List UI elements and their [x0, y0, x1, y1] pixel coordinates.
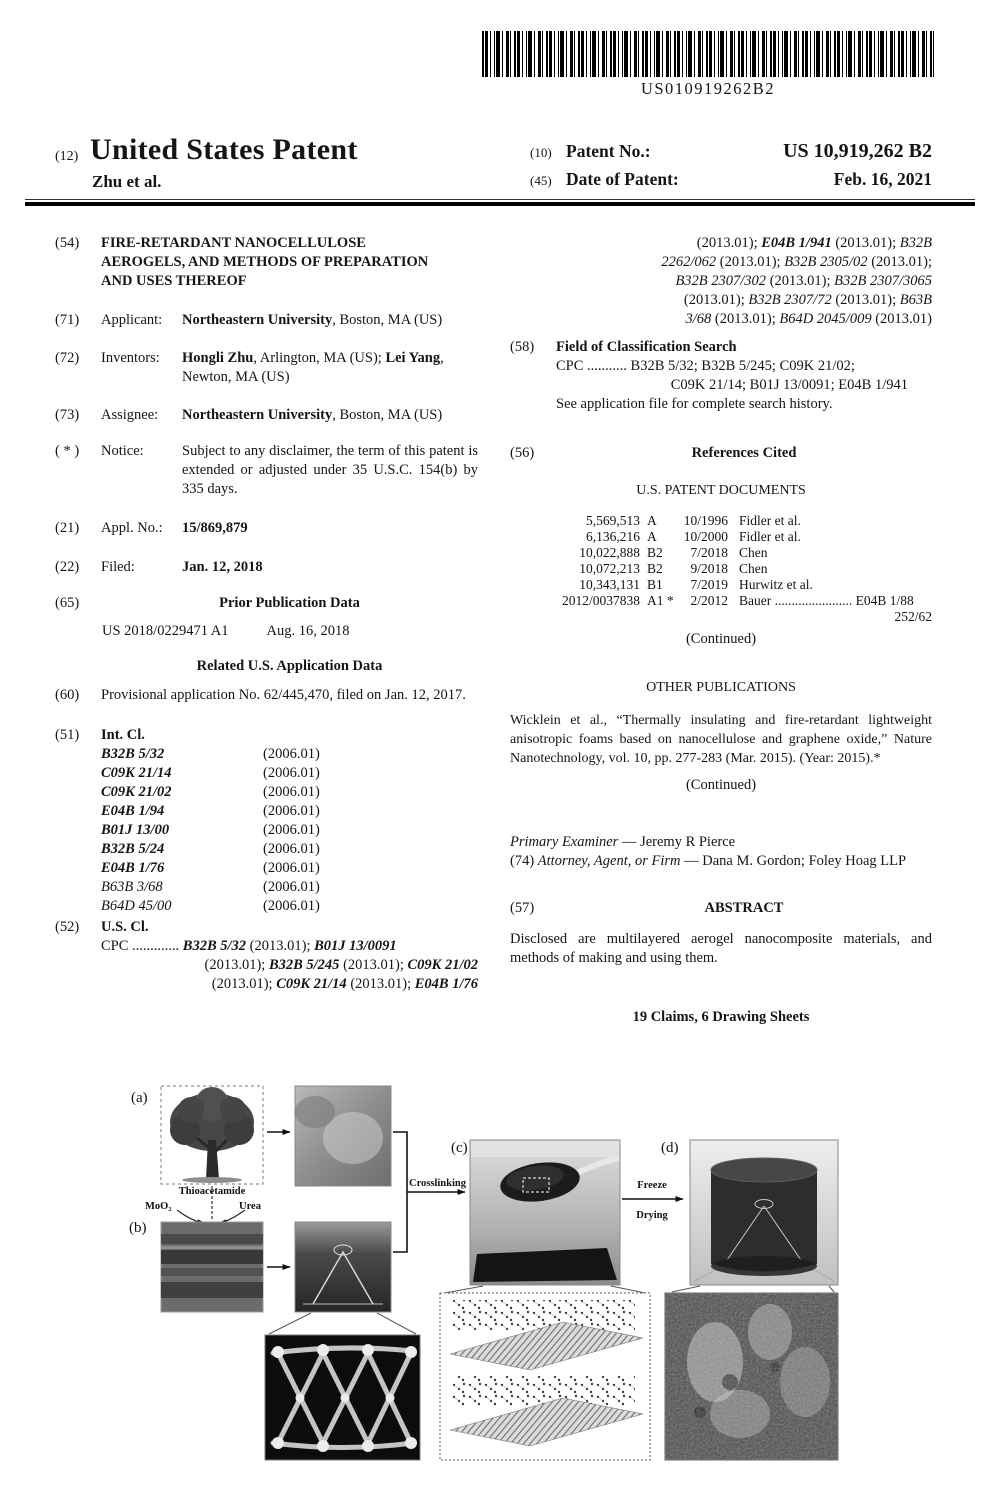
reference-row: 10,022,888 B2 7/2018 Chen: [579, 545, 768, 560]
search-cpc-line: CPC ........... B32B 5/32; B32B 5/245; C09K 21/02;: [556, 358, 855, 374]
reference-row: 5,569,513 A 10/1996 Fidler et al.: [586, 513, 801, 528]
invention-title: FIRE-RETARDANT NANOCELLULOSE AEROGELS, AND METHODS OF PREPARATION AND USES THEREOF: [101, 235, 429, 289]
int-cl-entry: B32B 5/24 (2006.01): [101, 841, 320, 857]
right-column: [510, 228, 932, 1027]
appl-no-label: Appl. No.:: [101, 520, 163, 536]
provisional-text: Provisional application No. 62/445,470, filed on Jan. 12, 2017.: [101, 687, 466, 703]
field-56-number: (56): [510, 445, 535, 461]
cpc-line: CPC ............. B32B 5/32 (2013.01); B01J 13/0091: [101, 938, 397, 954]
cpc-line: (2013.01); E04B 1/941 (2013.01); B32B: [696, 235, 932, 251]
int-cl-entry: B64D 45/00 (2006.01): [101, 898, 320, 914]
field-73-number: (73): [55, 407, 80, 423]
prior-pub-date: Aug. 16, 2018: [266, 623, 350, 639]
field-45-number: (45): [530, 173, 552, 188]
applicant-label: Applicant:: [101, 312, 163, 328]
notice-label: Notice:: [101, 443, 144, 459]
other-publications-text: Wicklein et al., “Thermally insulating and fire-retardant lightweight anisotropic foams based on nanocellulose and graphene oxide,” Nature Nanotechnology, vol. 10, pp. 277-283 (Mar. 2015). (Year: 2015).*: [510, 713, 932, 766]
gel-spoon-photo: [470, 1140, 620, 1285]
patent-number-value: US 10,919,262 B2: [783, 140, 932, 162]
page-title: United States Patent: [90, 133, 358, 166]
int-cl-entry: C09K 21/02 (2006.01): [101, 784, 320, 800]
cpc-line: (2013.01); B32B 5/245 (2013.01); C09K 21/02: [204, 957, 478, 973]
abstract-figure: [115, 1082, 895, 1472]
publications-continued: (Continued): [685, 777, 757, 793]
barcode-number: US010919262B2: [640, 79, 776, 98]
section-54-title: [55, 234, 478, 291]
reference-row: 10,343,131 B1 7/2019 Hurwitz et al.: [579, 577, 813, 592]
field-57-number: (57): [510, 900, 535, 916]
patent-number-label: Patent No.:: [566, 141, 651, 161]
reference-row: 6,136,216 A 10/2000 Fidler et al.: [586, 529, 801, 544]
field-22-number: (22): [55, 559, 80, 575]
field-72-number: (72): [55, 350, 80, 366]
section-71-applicant: [55, 311, 478, 330]
reference-row: 10,072,213 B2 9/2018 Chen: [579, 561, 768, 576]
references-table: [536, 513, 932, 609]
section-60-provisional: [55, 686, 478, 705]
tree-illustration: [161, 1086, 263, 1184]
section-56-references: [510, 444, 932, 463]
layered-film-photo: [161, 1222, 263, 1312]
panel-a-label: (a): [131, 1090, 148, 1106]
section-58-field-of-search: [510, 338, 932, 414]
notice-asterisk: ( * ): [55, 443, 80, 459]
moo2-label: MoO₂: [145, 1201, 172, 1212]
prior-pub-line: [101, 622, 478, 641]
int-cl-entry: E04B 1/94 (2006.01): [101, 803, 320, 819]
appl-no-value: 15/869,879: [182, 520, 248, 536]
abstract-heading: ABSTRACT: [704, 900, 784, 916]
panel-b-label: (b): [129, 1220, 147, 1236]
section-52-us-cl: [55, 918, 478, 994]
field-51-number: (51): [55, 727, 80, 743]
assignee-label: Assignee:: [101, 407, 159, 423]
claims-line: 19 Claims, 6 Drawing Sheets: [632, 1009, 810, 1025]
section-notice: [55, 442, 478, 499]
pulp-photo: [295, 1086, 391, 1186]
patent-date-label: Date of Patent:: [566, 169, 679, 189]
reference-row: 2012/0037838 A1 * 2/2012 Bauer ....................... E04B 1/88: [561, 593, 914, 608]
field-58-number: (58): [510, 339, 535, 355]
field-21-number: (21): [55, 520, 80, 536]
section-57-abstract: [510, 899, 932, 918]
int-cl-entry: B01J 13/00 (2006.01): [101, 822, 320, 838]
sem-micrograph-panel: [665, 1293, 838, 1460]
inventors-label: Inventors:: [101, 350, 160, 366]
field-54-number: (54): [55, 235, 80, 251]
cpc-line: (2013.01); C09K 21/14 (2013.01); E04B 1/76: [211, 976, 478, 992]
section-22-filed: [55, 558, 478, 577]
int-cl-entry: C09K 21/14 (2006.01): [101, 765, 320, 781]
field-52-number: (52): [55, 919, 80, 935]
section-72-inventors: [55, 349, 478, 387]
crosslinking-label: Crosslinking: [409, 1178, 466, 1189]
references-continued: (Continued): [685, 631, 757, 647]
references-heading: References Cited: [691, 445, 797, 461]
int-cl-entry: E04B 1/76 (2006.01): [101, 860, 320, 876]
section-65-prior-pub: [55, 594, 478, 641]
aerogel-cylinder-photo: [690, 1140, 838, 1285]
suspension-photo: [295, 1222, 391, 1312]
abstract-text: Disclosed are multilayered aerogel nanocomposite materials, and methods of making and using them.: [510, 931, 932, 966]
assignee-value: Northeastern University, Boston, MA (US): [182, 407, 443, 423]
us-patent-documents-heading: U.S. PATENT DOCUMENTS: [636, 483, 806, 498]
field-of-search-heading: Field of Classification Search: [556, 339, 737, 355]
cpc-line: 2262/062 (2013.01); B32B 2305/02 (2013.01);: [661, 254, 932, 270]
drying-label: Drying: [636, 1210, 668, 1221]
field-71-number: (71): [55, 312, 80, 328]
prior-pub-heading: Prior Publication Data: [219, 595, 360, 611]
int-cl-entry: B63B 3/68 (2006.01): [101, 879, 320, 895]
reference-class-overflow: 252/62: [894, 609, 932, 624]
primary-examiner-line: Primary Examiner — Jeremy R Pierce: [510, 834, 736, 850]
cpc-continuation: [510, 234, 932, 329]
patent-date-row: [530, 169, 932, 190]
applicant-value: Northeastern University, Boston, MA (US): [182, 312, 443, 328]
layered-sheets-sketch-panel: [440, 1293, 650, 1460]
notice-text: Subject to any disclaimer, the term of this patent is extended or adjusted under 35 U.S.C. 154(b) by 335 days.: [182, 443, 478, 497]
prior-pub-number: US 2018/0229471 A1: [102, 623, 229, 639]
left-column: [55, 228, 478, 994]
int-cl-heading: Int. Cl.: [101, 727, 145, 743]
related-data-heading: Related U.S. Application Data: [196, 658, 383, 674]
cpc-line: 3/68 (2013.01); B64D 2045/009 (2013.01): [685, 311, 932, 327]
fiber-network-panel: [265, 1335, 420, 1460]
field-10-number: (10): [530, 145, 552, 160]
filed-value: Jan. 12, 2018: [182, 559, 263, 575]
inventor-short-name: Zhu et al.: [92, 172, 162, 191]
cpc-line: B32B 2307/302 (2013.01); B32B 2307/3065: [675, 273, 932, 289]
search-cpc-line: C09K 21/14; B01J 13/0091; E04B 1/941: [670, 377, 908, 393]
header-right: [530, 140, 932, 196]
field-60-number: (60): [55, 687, 80, 703]
freeze-label: Freeze: [637, 1180, 667, 1191]
panel-d-label: (d): [661, 1140, 679, 1156]
header-divider: [25, 199, 975, 206]
kind-code-12: (12): [55, 149, 79, 164]
filed-label: Filed:: [101, 559, 135, 575]
field-65-number: (65): [55, 595, 80, 611]
attorney-line: (74) Attorney, Agent, or Firm — Dana M. Gordon; Foley Hoag LLP: [510, 853, 907, 869]
panel-c-label: (c): [451, 1140, 468, 1156]
thioacetamide-label: Thioacetamide: [178, 1186, 246, 1197]
section-21-appl-no: [55, 519, 478, 538]
inventors-value: Hongli Zhu, Arlington, MA (US); Lei Yang, Newton, MA (US): [182, 350, 444, 385]
section-51-int-cl: [55, 726, 478, 916]
urea-label: Urea: [239, 1201, 261, 1212]
barcode: [482, 31, 934, 77]
other-publications-heading: OTHER PUBLICATIONS: [646, 680, 796, 695]
int-cl-entry: B32B 5/32 (2006.01): [101, 746, 320, 762]
search-note: See application file for complete search history.: [556, 396, 833, 412]
us-cl-heading: U.S. Cl.: [101, 919, 149, 935]
patent-number-row: [530, 140, 932, 163]
section-73-assignee: [55, 406, 478, 425]
cpc-line: (2013.01); B32B 2307/72 (2013.01); B63B: [683, 292, 932, 308]
merge-bracket: [393, 1132, 407, 1252]
patent-date-value: Feb. 16, 2021: [833, 169, 932, 189]
